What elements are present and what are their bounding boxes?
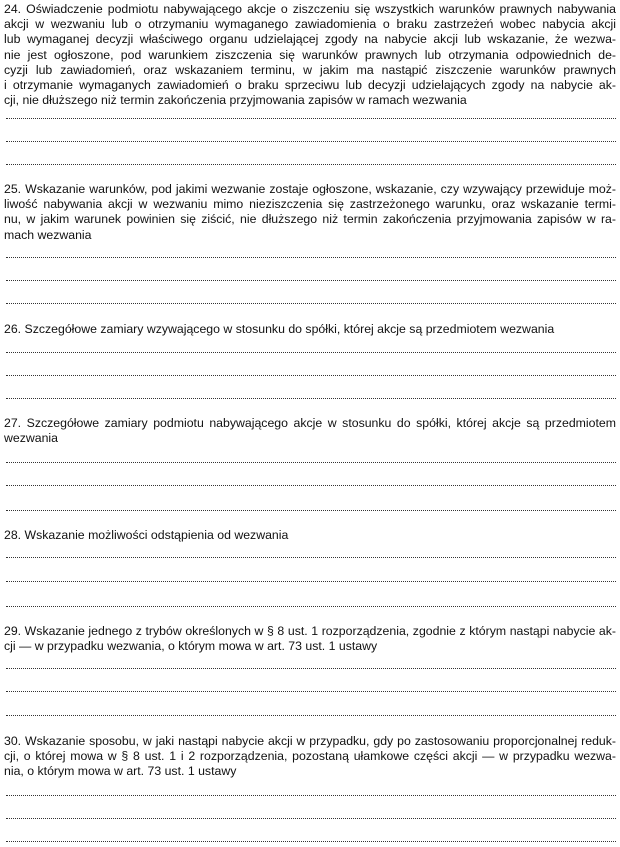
- section-26-line-1: 26. Szczegółowe zamiary wzywającego w stosunku do spółki, której akcje są przedmiotem wezwania: [4, 322, 555, 336]
- section-24-line-6: i otrzymanie wymaganych zawiadomień o braku sprzeciwu lub decyzji udzielających zgody na nabycie ak-: [4, 78, 616, 92]
- section-28-answer-line-2[interactable]: [6, 581, 616, 582]
- section-30-answer-line-2[interactable]: [6, 818, 616, 819]
- section-24-answer-line-1[interactable]: [6, 118, 616, 119]
- section-27-line-1: 27. Szczegółowe zamiary podmiotu nabywającego akcje w stosunku do spółki, której akcje są przedmiotem: [4, 416, 616, 430]
- section-27-line-2: wezwania: [4, 431, 58, 446]
- section-29-line-1: 29. Wskazanie jednego z trybów określonych w § 8 ust. 1 rozporządzenia, zgodnie z którym nastąpi nabycie ak-: [4, 624, 616, 638]
- section-27-answer-line-1[interactable]: [6, 462, 616, 463]
- section-25-answer-line-1[interactable]: [6, 257, 616, 258]
- section-24-line-7: cji, nie dłuższego niż termin zakończenia przyjmowania zapisów w ramach wezwania: [4, 93, 467, 108]
- section-30-line-1: 30. Wskazanie sposobu, w jaki nastąpi nabycie akcji w przypadku, gdy po zastosowaniu proporcjonalnej reduk-: [4, 734, 616, 748]
- section-25-answer-line-2[interactable]: [6, 280, 616, 281]
- section-24-answer-line-3[interactable]: [6, 164, 616, 165]
- section-28-answer-line-1[interactable]: [6, 557, 616, 558]
- section-24-line-3: lub wymaganej decyzji właściwego organu udzielającej zgody na nabycie akcji lub wskazanie, że wezwa-: [4, 32, 616, 47]
- section-29-answer-line-2[interactable]: [6, 691, 616, 692]
- section-26-answer-line-1[interactable]: [6, 352, 616, 353]
- section-26-answer-line-2[interactable]: [6, 375, 616, 376]
- section-24-answer-line-2[interactable]: [6, 141, 616, 142]
- section-25-line-3: nu, w jakim warunek powinien się ziścić, nie dłuższego niż termin zakończenia przyjmowania zapisów w ra-: [4, 212, 616, 227]
- section-27-answer-line-2[interactable]: [6, 485, 616, 486]
- section-30-line-2: cji, o której mowa w § 8 ust. 1 i 2 rozporządzenia, pozostaną ułamkowe części akcji — w przypadku wezwa-: [4, 749, 616, 764]
- section-28-line-1: 28. Wskazanie możliwości odstąpienia od wezwania: [4, 528, 289, 542]
- section-30-line-3: nia, o którym mowa w art. 73 ust. 1 ustawy: [4, 764, 237, 779]
- section-24-line-4: nie jest ogłoszone, pod warunkiem ziszczenia się warunków prawnych lub otrzymania odpowiednich de-: [4, 47, 616, 62]
- section-24-line-2: akcji w wezwaniu lub o otrzymaniu wymaganego zawiadomienia o braku zastrzeżeń wobec nabycia akcji: [4, 17, 616, 32]
- section-24-line-1: 24. Oświadczenie podmiotu nabywającego akcje o ziszczeniu się wszystkich warunków prawnych nabywania: [4, 2, 616, 16]
- section-25-answer-line-3[interactable]: [6, 303, 616, 304]
- section-25-line-4: mach wezwania: [4, 227, 92, 242]
- section-28-answer-line-3[interactable]: [6, 606, 616, 607]
- section-29-line-2: cji — w przypadku wezwania, o którym mowa w art. 73 ust. 1 ustawy: [4, 639, 378, 654]
- section-29-answer-line-3[interactable]: [6, 715, 616, 716]
- section-25-line-2: liwość nabywania akcji w wezwaniu mimo nieziszczenia się zastrzeżonego warunku, oraz wskazanie termi-: [4, 197, 616, 212]
- section-29-answer-line-1[interactable]: [6, 668, 616, 669]
- section-27-answer-line-3[interactable]: [6, 510, 616, 511]
- section-30-answer-line-3[interactable]: [6, 841, 616, 842]
- section-24-line-5: cyzji lub zawiadomień, oraz wskazaniem terminu, w jakim ma nastąpić ziszczenie warunków prawnych: [4, 62, 616, 77]
- section-30-answer-line-1[interactable]: [6, 795, 616, 796]
- section-25-line-1: 25. Wskazanie warunków, pod jakimi wezwanie zostaje ogłoszone, wskazanie, czy wzywający przewiduje moż-: [4, 182, 616, 196]
- section-26-answer-line-3[interactable]: [6, 398, 616, 399]
